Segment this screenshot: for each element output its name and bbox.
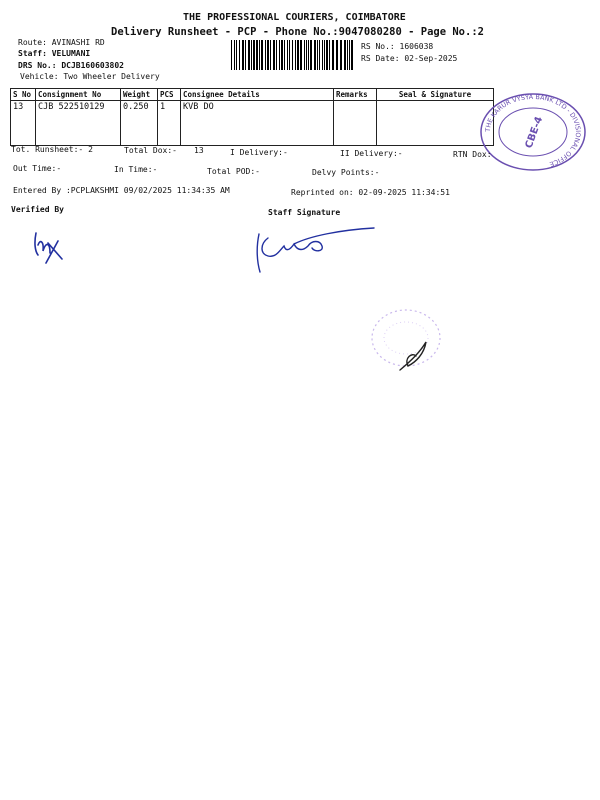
col-sno: S No — [11, 89, 36, 101]
barcode-bar — [289, 40, 290, 70]
barcode-bar — [336, 40, 338, 70]
tot-runsheet: Tot. Runsheet:- 2 — [11, 145, 93, 154]
faint-stamp — [366, 300, 448, 380]
col-pcs: PCS — [158, 89, 181, 101]
barcode-bar — [329, 40, 330, 70]
barcode-bar — [292, 40, 293, 70]
barcode-bar — [259, 40, 260, 70]
barcode-bar — [231, 40, 232, 70]
cell-seal — [377, 101, 494, 146]
reprinted-on: Reprinted on: 02-09-2025 11:34:51 — [291, 188, 450, 197]
col-seal-signature: Seal & Signature — [377, 89, 494, 101]
i-delivery: I Delivery:- — [230, 148, 288, 157]
barcode-bar — [239, 40, 240, 70]
barcode-bar — [234, 40, 235, 70]
barcode-bar — [284, 40, 285, 70]
barcode-bar — [317, 40, 318, 70]
delvy-points: Delvy Points:- — [312, 168, 380, 177]
staff-signature — [250, 222, 380, 274]
barcode-bar — [276, 40, 277, 70]
barcode-bar — [287, 40, 288, 70]
entered-by: Entered By :PCPLAKSHMI 09/02/2025 11:34:35 AM — [13, 186, 230, 195]
barcode-bar — [310, 40, 312, 70]
barcode-bar — [295, 40, 296, 70]
cell-consignee: KVB DO — [181, 101, 334, 146]
total-dox-value: 13 — [194, 146, 204, 155]
total-dox-label: Total Dox:- — [124, 146, 177, 155]
rs-date: RS Date: 02-Sep-2025 — [361, 54, 458, 63]
cell-remarks — [334, 101, 377, 146]
col-weight: Weight — [121, 89, 158, 101]
barcode-bar — [304, 40, 305, 70]
drs-number: DRS No.: DCJB160603802 — [18, 61, 124, 70]
barcode-bar — [324, 40, 325, 70]
barcode-bar — [332, 40, 334, 70]
barcode-image — [231, 40, 356, 70]
barcode-bar — [279, 40, 280, 70]
staff-text: Staff: VELUMANI — [18, 49, 91, 58]
barcode-bar — [322, 40, 323, 70]
table-row — [11, 101, 494, 146]
barcode-bar — [314, 40, 316, 70]
runsheet-table — [10, 88, 494, 146]
barcode-bar — [248, 40, 250, 70]
barcode-bar — [306, 40, 307, 70]
barcode-bar — [261, 40, 263, 70]
runsheet-subtitle: Delivery Runsheet - PCP - Phone No.:9047080280 - Page No.:2 — [111, 26, 484, 38]
rtn-dox: RTN Dox: — [453, 150, 492, 159]
route-text: Route: AVINASHI RD — [18, 38, 105, 47]
staff-signature-label: Staff Signature — [268, 208, 341, 217]
barcode-bar — [319, 40, 320, 70]
out-time: Out Time:- — [13, 164, 62, 173]
total-pod: Total POD:- — [207, 167, 260, 176]
barcode-bar — [273, 40, 275, 70]
col-consignee: Consignee Details — [181, 89, 334, 101]
verified-by-label: Verified By — [11, 205, 64, 214]
barcode-bar — [344, 40, 346, 70]
verified-by-signature — [28, 225, 73, 265]
col-remarks: Remarks — [334, 89, 377, 101]
barcode-bar — [267, 40, 269, 70]
rs-number: RS No.: 1606038 — [361, 42, 434, 51]
barcode-bar — [236, 40, 237, 70]
cell-sno: 13 — [11, 101, 36, 146]
barcode-bar — [349, 40, 350, 70]
barcode-bar — [253, 40, 255, 70]
barcode-bar — [300, 40, 302, 70]
cell-consignment: CJB 522510129 — [36, 101, 121, 146]
barcode-bar — [256, 40, 258, 70]
barcode-bar — [251, 40, 252, 70]
stamp-code: CBE-4 — [523, 115, 546, 150]
bank-stamp — [478, 92, 588, 172]
cell-weight: 0.250 — [121, 101, 158, 146]
barcode-bar — [297, 40, 299, 70]
barcode-bar — [245, 40, 246, 70]
barcode-bar — [347, 40, 348, 70]
barcode-bar — [270, 40, 271, 70]
col-consignment: Consignment No — [36, 89, 121, 101]
barcode-bar — [281, 40, 283, 70]
cell-pcs: 1 — [158, 101, 181, 146]
barcode-bar — [326, 40, 328, 70]
company-title: THE PROFESSIONAL COURIERS, COIMBATORE — [183, 12, 406, 23]
ii-delivery: II Delivery:- — [340, 149, 403, 158]
barcode-bar — [242, 40, 244, 70]
barcode-bar — [265, 40, 266, 70]
in-time: In Time:- — [114, 165, 158, 174]
barcode-bar — [351, 40, 353, 70]
stamp-ring-text: THE KARUR VYSYA BANK LTD - DIVISIONAL OFFICE — [483, 92, 583, 169]
table-header-row — [11, 89, 494, 101]
barcode-bar — [340, 40, 342, 70]
vehicle-text: Vehicle: Two Wheeler Delivery — [20, 72, 160, 81]
barcode-bar — [308, 40, 309, 70]
